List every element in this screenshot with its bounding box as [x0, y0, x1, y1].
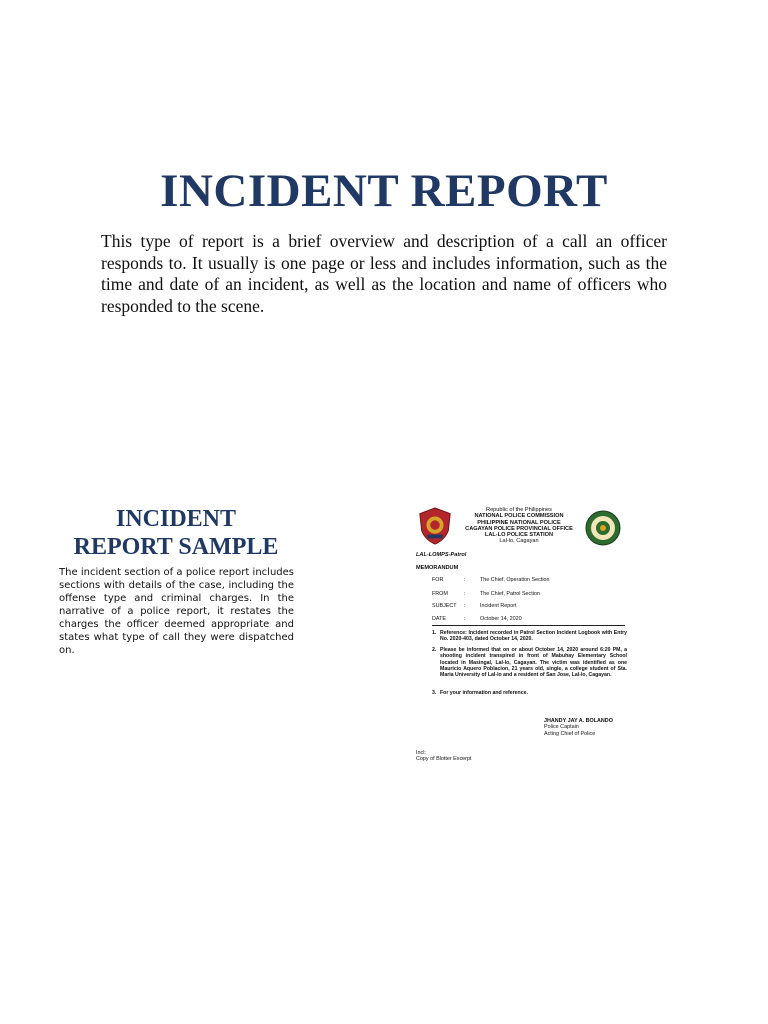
field-key: FOR	[432, 577, 444, 583]
memo-field-from	[432, 591, 632, 601]
signatory-name: JHANDY JAY A. BOLANDO	[544, 718, 613, 724]
memo-inclosure	[416, 750, 471, 763]
memo-label: MEMORANDUM	[416, 565, 459, 571]
sample-heading-line1: INCIDENT	[115, 506, 237, 532]
paragraph-text: For your information and reference.	[440, 690, 528, 696]
page-title: INCIDENT REPORT	[160, 165, 608, 217]
field-sep: :	[464, 616, 466, 622]
paragraph-text: Reference: Incident recorded in Patrol Section Incident Logbook with Entry No. 2020-403, dated October 14, 2020.	[440, 630, 627, 643]
field-key: SUBJECT	[432, 603, 457, 609]
paragraph-number: 2.	[432, 647, 437, 653]
letterhead-line: CAGAYAN POLICE PROVINCIAL OFFICE	[465, 525, 573, 532]
paragraph-number: 1.	[432, 630, 437, 636]
memo-reference-code: LAL-LOMPS-Patrol	[416, 552, 467, 558]
letterhead-line: LAL-LO POLICE STATION	[484, 532, 554, 539]
field-sep: :	[464, 591, 466, 597]
field-key: DATE	[432, 616, 446, 622]
letterhead-line: Republic of the Philippines	[486, 507, 552, 513]
intro-paragraph: This type of report is a brief overview and description of a call an officer responds to. It usually is one page or less and includes information, such as the time and date of an incident, as well as the location and name of officers who responded to the scene.	[101, 231, 667, 316]
memo-field-subject	[432, 603, 632, 613]
field-sep: :	[464, 603, 466, 609]
memo-paragraph	[432, 630, 627, 643]
paragraph-number: 3.	[432, 690, 437, 696]
field-value: October 14, 2020	[480, 616, 522, 622]
signatory-position: Acting Chief of Police	[544, 730, 596, 737]
memo-paragraph	[432, 647, 627, 678]
sample-heading-line2: REPORT SAMPLE	[73, 534, 279, 560]
memo-divider	[432, 625, 625, 626]
field-sep: :	[464, 577, 466, 583]
field-key: FROM	[432, 591, 448, 597]
inclosure-label: Incl:	[416, 750, 426, 756]
signatory-rank: Police Captain	[544, 724, 579, 731]
memo-letterhead	[458, 507, 580, 545]
letterhead-line: Lal-lo, Cagayan	[499, 538, 539, 545]
field-value: The Chief, Operation Section	[480, 577, 550, 583]
paragraph-text: Please be informed that on or about October 14, 2020 around 6:20 PM, a shooting incident transpired in front of Mabuhay Elementary School located in Masingal, Lal-lo, Cagayan. The victim was identified as one Mauricio Aquero Poblacion, 21 years old, single, a college student of Sta. Maria University of Lal-lo and a resident of San Jose, Lal-lo, Cagayan.	[440, 647, 627, 679]
sample-heading	[56, 505, 296, 561]
station-seal-icon	[585, 510, 621, 546]
memo-signature-block	[544, 718, 613, 737]
field-value: Incident Report	[480, 603, 517, 609]
sample-description: The incident section of a police report includes sections with details of the case, including the offense type and criminal charges. In the narrative of a police report, it restates the charges the officer deemed appropriate and states what type of call they were dispatched on.	[59, 567, 294, 656]
pnp-seal-icon	[416, 506, 454, 546]
memo-field-for	[432, 577, 632, 587]
inclosure-item: Copy of Blotter Excerpt	[416, 756, 472, 763]
memo-sample-image	[412, 502, 634, 770]
letterhead-line: NATIONAL POLICE COMMISSION	[474, 513, 564, 520]
field-value: The Chief, Patrol Section	[480, 591, 540, 597]
memo-paragraph	[432, 690, 627, 696]
letterhead-line: PHILIPPINE NATIONAL POLICE	[477, 519, 561, 526]
